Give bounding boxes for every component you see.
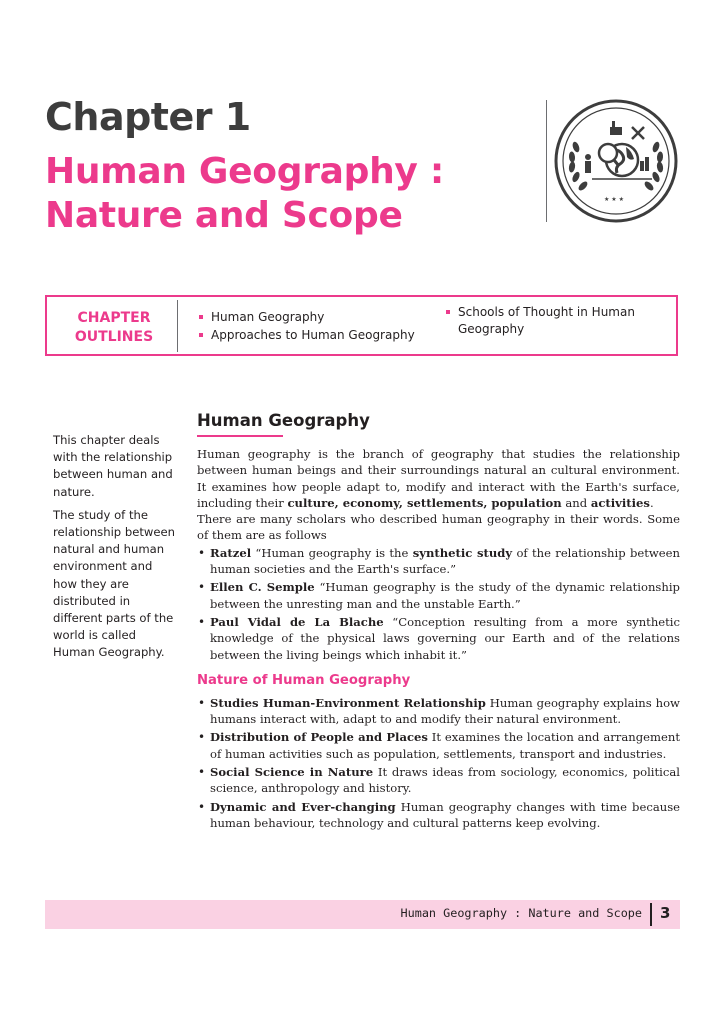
list-item: • Ellen C. Semple “Human geography is the study of the dynamic relationship between the unresting man and the unstable Earth.” xyxy=(197,579,680,612)
chapter-title: Human Geography : Nature and Scope xyxy=(45,151,444,236)
chapter-outline-heading xyxy=(68,309,160,347)
bullet-square-icon xyxy=(446,310,450,314)
outline-heading-line1: CHAPTER xyxy=(77,310,151,326)
paragraph: There are many scholars who described human geography in their words. Some of them are as follows xyxy=(197,512,680,543)
outline-heading-line2: OUTLINES xyxy=(74,329,154,345)
outline-divider xyxy=(177,300,178,352)
subsection-heading: Nature of Human Geography xyxy=(197,672,411,688)
sidebar-note: The study of the relationship between natural and human environment and how they are distributed in different parts of the world is called Human Geography. xyxy=(53,507,175,660)
list-item: • Ratzel “Human geography is the synthetic study of the relationship between human societies and the Earth's surface.” xyxy=(197,545,680,578)
outline-item: Approaches to Human Geography xyxy=(199,327,415,344)
sidebar-notes xyxy=(53,432,178,668)
scholar-list xyxy=(197,545,680,663)
bullet-square-icon xyxy=(199,333,203,337)
outline-item: Human Geography xyxy=(199,309,324,326)
header-divider xyxy=(546,100,547,222)
outline-item: Schools of Thought in Human Geography xyxy=(446,304,648,338)
geography-globe-emblem-icon xyxy=(552,97,680,225)
list-item: • Social Science in Nature It draws ideas from sociology, economics, political science, anthropology and history. xyxy=(197,764,680,797)
heading-underline xyxy=(197,435,283,437)
nature-list xyxy=(197,695,680,831)
main-content xyxy=(197,408,680,833)
svg-text:★ ★ ★: ★ ★ ★ xyxy=(604,196,624,203)
list-item: • Studies Human-Environment Relationship Human geography explains how humans interact with, adapt to and modify their natural environment. xyxy=(197,695,680,728)
chapter-label: Chapter 1 xyxy=(45,95,251,139)
bullet-square-icon xyxy=(199,315,203,319)
list-item: • Paul Vidal de La Blache “Conception resulting from a more synthetic knowledge of the physical laws governing our Earth and of the relations between the living beings which inhabit it.” xyxy=(197,614,680,663)
sidebar-note: This chapter deals with the relationship between human and nature. xyxy=(53,433,173,499)
page-number: 3 xyxy=(660,904,671,922)
section-heading: Human Geography xyxy=(197,411,370,430)
paragraph: Human geography is the branch of geography that studies the relationship between human beings and their surroundings natural an cultural environment. It examines how people adapt to, modify and interact with the Earth's surface, including their culture, economy, settlements, population and activities. xyxy=(197,447,680,510)
list-item: • Distribution of People and Places It examines the location and arrangement of human activities such as population, settlements, transport and industries. xyxy=(197,729,680,762)
footer-running-title: Human Geography : Nature and Scope xyxy=(400,906,642,920)
list-item: • Dynamic and Ever-changing Human geography changes with time because human behaviour, technology and cultural patterns keep evolving. xyxy=(197,799,680,832)
footer-separator xyxy=(650,903,652,926)
